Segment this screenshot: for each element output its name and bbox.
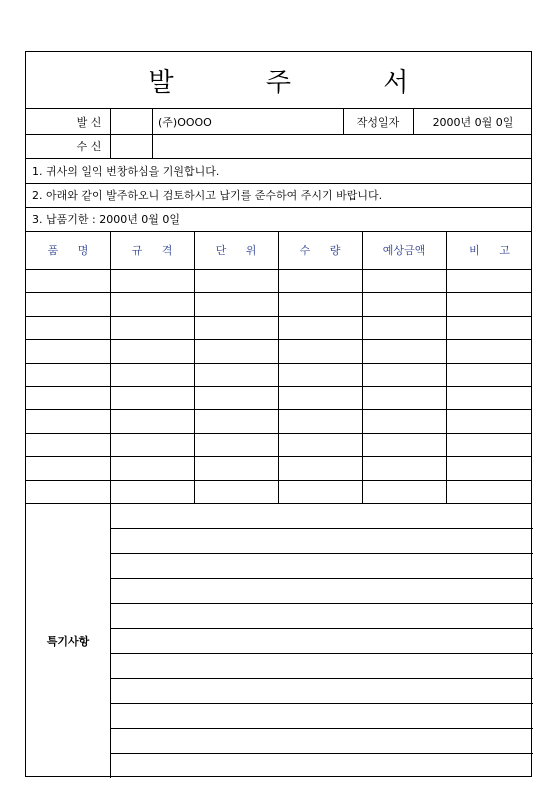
remarks-line[interactable]	[110, 703, 533, 704]
table-row[interactable]	[26, 292, 531, 293]
receiver-value[interactable]	[152, 134, 533, 158]
remarks-line[interactable]	[110, 528, 533, 529]
remarks-line[interactable]	[110, 553, 533, 554]
remarks-line[interactable]	[110, 753, 533, 754]
remarks-line[interactable]	[110, 603, 533, 604]
table-row[interactable]	[26, 386, 531, 387]
column-header: 예상금액	[382, 244, 426, 257]
page-title: 발 주 서	[26, 52, 531, 109]
remarks-line[interactable]	[110, 728, 533, 729]
note-1: 1. 귀사의 일익 번창하심을 기원합니다.	[32, 164, 220, 178]
column-header: 단 위	[215, 244, 265, 257]
note-2: 2. 아래와 같이 발주하오니 검토하시고 납기를 준수하여 주시기 바랍니다.	[32, 189, 383, 202]
table-row[interactable]	[26, 363, 531, 364]
table-row[interactable]	[26, 339, 531, 340]
sender-value[interactable]: (주)OOOO	[158, 115, 212, 129]
table-row[interactable]	[26, 316, 531, 317]
remarks-label: 특기사항	[46, 634, 90, 648]
remarks-line[interactable]	[110, 578, 533, 579]
table-row[interactable]	[26, 433, 531, 434]
purchase-order-form	[25, 51, 532, 777]
table-row[interactable]	[26, 409, 531, 410]
column-header: 수 량	[299, 244, 349, 257]
column-header: 비 고	[469, 244, 518, 257]
receiver-label: 수 신	[76, 140, 102, 153]
note-3: 3. 납품기한 : 2000년 0월 0일	[32, 213, 181, 226]
date-value[interactable]: 2000년 0월 0일	[432, 115, 514, 129]
remarks-line[interactable]	[110, 628, 533, 629]
remarks-line[interactable]	[110, 653, 533, 654]
column-header: 품 명	[47, 244, 97, 257]
sender-label: 발 신	[76, 115, 102, 129]
table-row[interactable]	[26, 456, 531, 457]
column-header: 규 격	[131, 244, 181, 257]
remarks-line[interactable]	[110, 678, 533, 679]
table-row[interactable]	[26, 480, 531, 481]
date-label: 작성일자	[356, 115, 400, 129]
